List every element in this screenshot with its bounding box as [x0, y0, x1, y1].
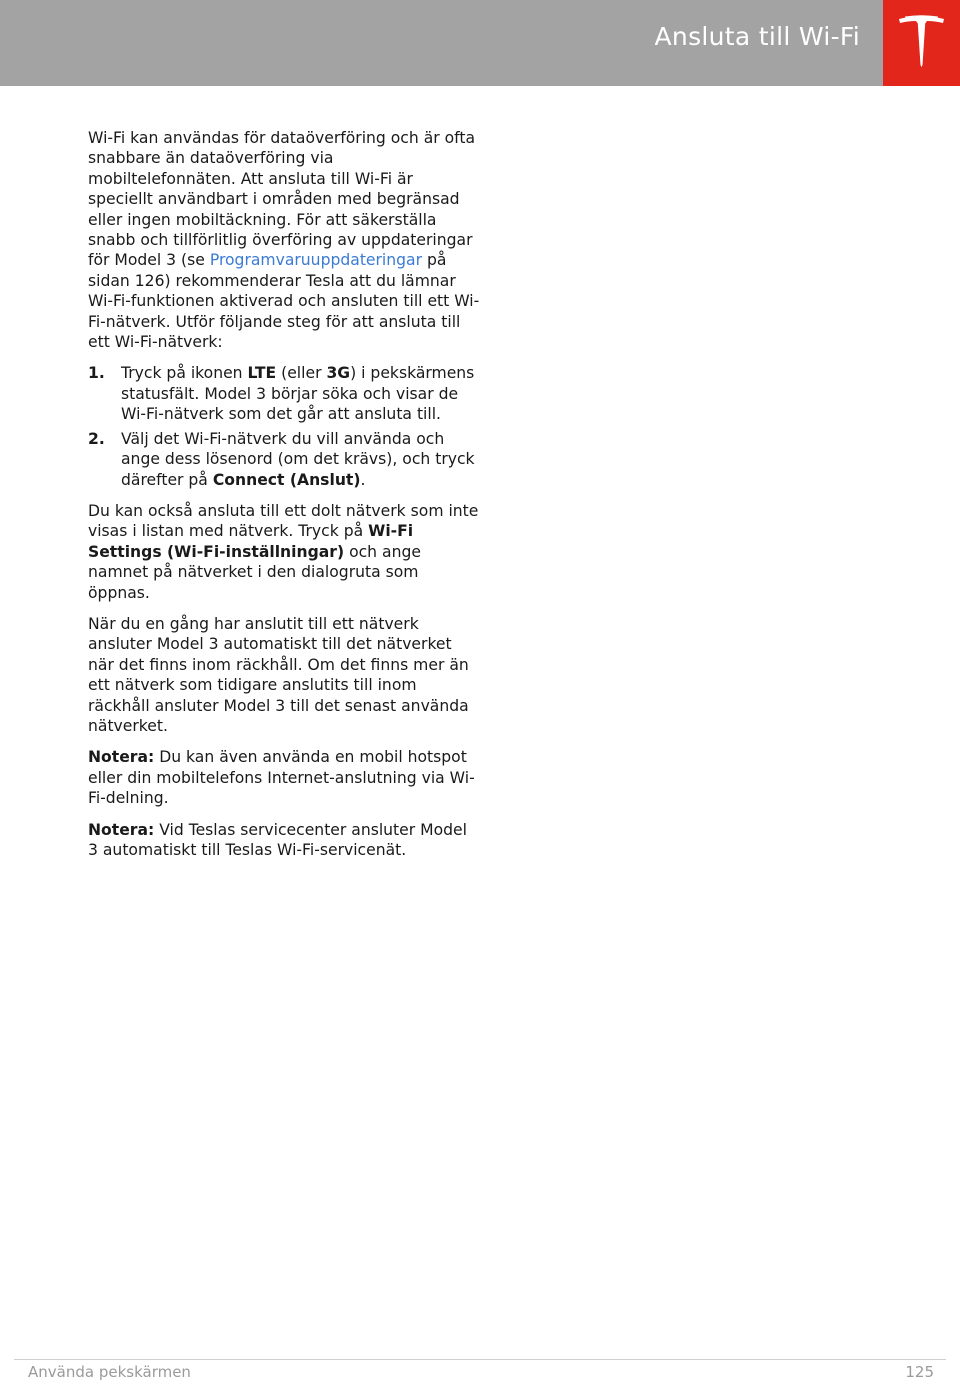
hidden-network-paragraph: Du kan också ansluta till ett dolt nätverk som inte visas i listan med nätverk. Tryck på Wi-Fi Settings (Wi-Fi-inställningar) och ange namnet på nätverket i den dialogruta som öppnas. — [88, 501, 479, 602]
step-number: 2. — [88, 429, 105, 448]
note-label: Notera: — [88, 820, 155, 839]
3g-label: 3G — [326, 364, 351, 383]
footer-divider — [14, 1359, 946, 1360]
software-updates-link[interactable]: Programvaruuppdateringar — [209, 251, 423, 270]
auto-connect-paragraph: När du en gång har anslutit till ett nätverk ansluter Model 3 automatiskt till det nätverket när det finns inom räckhåll. Om det finns mer än ett nätverk som tidigare anslutits till inom räckhåll ansluter Model 3 till det senast använda nätverket. — [88, 614, 469, 735]
step-number: 1. — [88, 364, 105, 383]
brand-logo-box — [883, 0, 960, 86]
page-number: 125 — [905, 1363, 934, 1381]
step-item: 2. Välj det Wi-Fi-nätverk du vill använda och ange dess lösenord (om det krävs), och tryck därefter på Connect (Anslut). — [88, 429, 475, 489]
step-item: 1. Tryck på ikonen LTE (eller 3G) i pekskärmens statusfält. Model 3 börjar söka och visar de Wi-Fi-nätverk som det går att ansluta till. — [88, 364, 475, 424]
footer-section-title: Använda pekskärmen — [28, 1363, 191, 1381]
page-header — [0, 0, 960, 86]
connect-label: Connect (Anslut) — [212, 470, 361, 489]
wifi-settings-label: Wi-Fi Settings (Wi-Fi-inställningar) — [88, 522, 414, 561]
note-service-center: Notera: Vid Teslas servicecenter ansluter Model 3 automatiskt till Teslas Wi-Fi-servicenät. — [88, 820, 467, 859]
note-label: Notera: — [88, 748, 155, 767]
note-hotspot: Notera: Du kan även använda en mobil hotspot eller din mobiltelefons Internet-anslutning via Wi-Fi-delning. — [88, 748, 475, 808]
intro-paragraph: Wi-Fi kan användas för dataöverföring och är ofta snabbare än dataöverföring via mobiltelefonnäten. Att ansluta till Wi-Fi är speciellt användbart i områden med begränsad eller ingen mobiltäckning. För att säkerställa snabb och tillförlitlig överföring av uppdateringar för Model 3 (se Programvaruuppdateringar på sidan 126) rekommenderar Tesla att du lämnar Wi-Fi-funktionen aktiverad och ansluten till ett Wi-Fi-nätverk. Utför följande steg för att ansluta till ett Wi-Fi-nätverk: — [88, 129, 480, 352]
main-content — [88, 128, 480, 871]
connect-steps-list — [88, 363, 480, 489]
page-title: Ansluta till Wi-Fi — [654, 22, 860, 51]
tesla-logo-icon — [897, 15, 946, 67]
lte-label: LTE — [247, 364, 277, 383]
